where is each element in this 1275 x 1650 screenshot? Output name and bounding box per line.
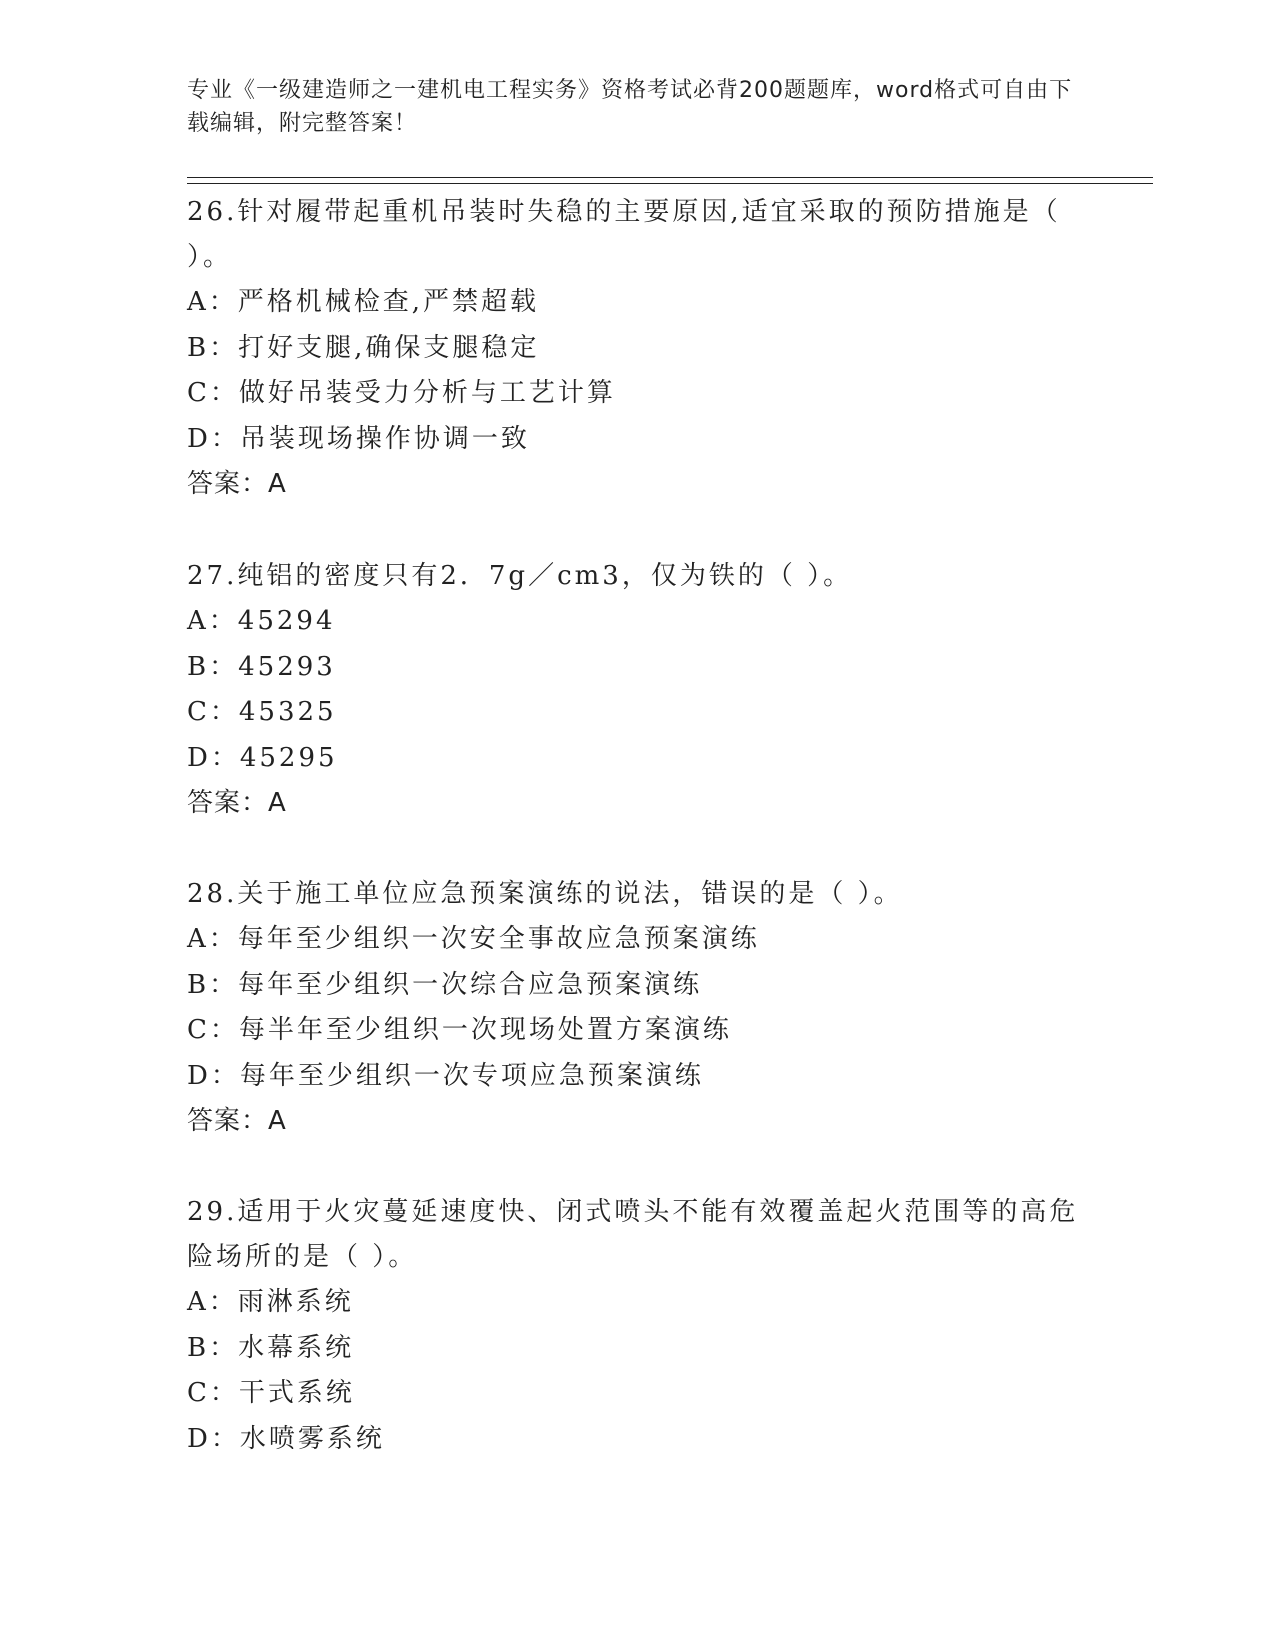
header-divider-bottom — [187, 183, 1153, 184]
option-a: A：45294 — [187, 606, 336, 636]
answer-line: 答案：A — [187, 1106, 287, 1136]
question-stem: 29.适用于火灾蔓延速度快、闭式喷头不能有效覆盖起火范围等的高危险场所的是（ ）。 — [187, 1197, 1079, 1272]
header-divider-top — [187, 177, 1153, 178]
option-c: C：干式系统 — [187, 1378, 355, 1408]
document-header: 专业《一级建造师之一建机电工程实务》资格考试必背200题题库，word格式可自由下载编辑，附完整答案！ — [187, 78, 1073, 136]
question-stem: 28.关于施工单位应急预案演练的说法，错误的是（ ）。 — [187, 879, 903, 909]
question-26 — [187, 190, 1087, 507]
option-c: C：每半年至少组织一次现场处置方案演练 — [187, 1015, 732, 1045]
option-b: B：45293 — [187, 651, 336, 682]
option-a: A：严格机械检查,严禁超载 — [187, 287, 540, 317]
option-b: B：水幕系统 — [187, 1332, 355, 1363]
option-c: C：45325 — [187, 697, 337, 727]
option-a: A：每年至少组织一次安全事故应急预案演练 — [187, 924, 760, 954]
option-b: B：每年至少组织一次综合应急预案演练 — [187, 969, 703, 1000]
question-28 — [187, 872, 1087, 1144]
answer-line: 答案：A — [187, 469, 287, 499]
question-stem: 27.纯铝的密度只有2．7g／cm3，仅为铁的（ ）。 — [187, 561, 853, 591]
option-b: B：打好支腿,确保支腿稳定 — [187, 332, 540, 363]
option-d: D：水喷雾系统 — [187, 1423, 385, 1454]
option-d: D：45295 — [187, 742, 338, 773]
option-d: D：每年至少组织一次专项应急预案演练 — [187, 1060, 704, 1091]
question-27 — [187, 554, 1087, 826]
question-stem: 26.针对履带起重机吊装时失稳的主要原因,适宜采取的预防措施是（ ）。 — [187, 197, 1061, 272]
option-d: D：吊装现场操作协调一致 — [187, 423, 530, 454]
option-a: A：雨淋系统 — [187, 1287, 354, 1317]
question-29 — [187, 1190, 1087, 1462]
option-c: C：做好吊装受力分析与工艺计算 — [187, 378, 616, 408]
answer-line: 答案：A — [187, 788, 287, 818]
